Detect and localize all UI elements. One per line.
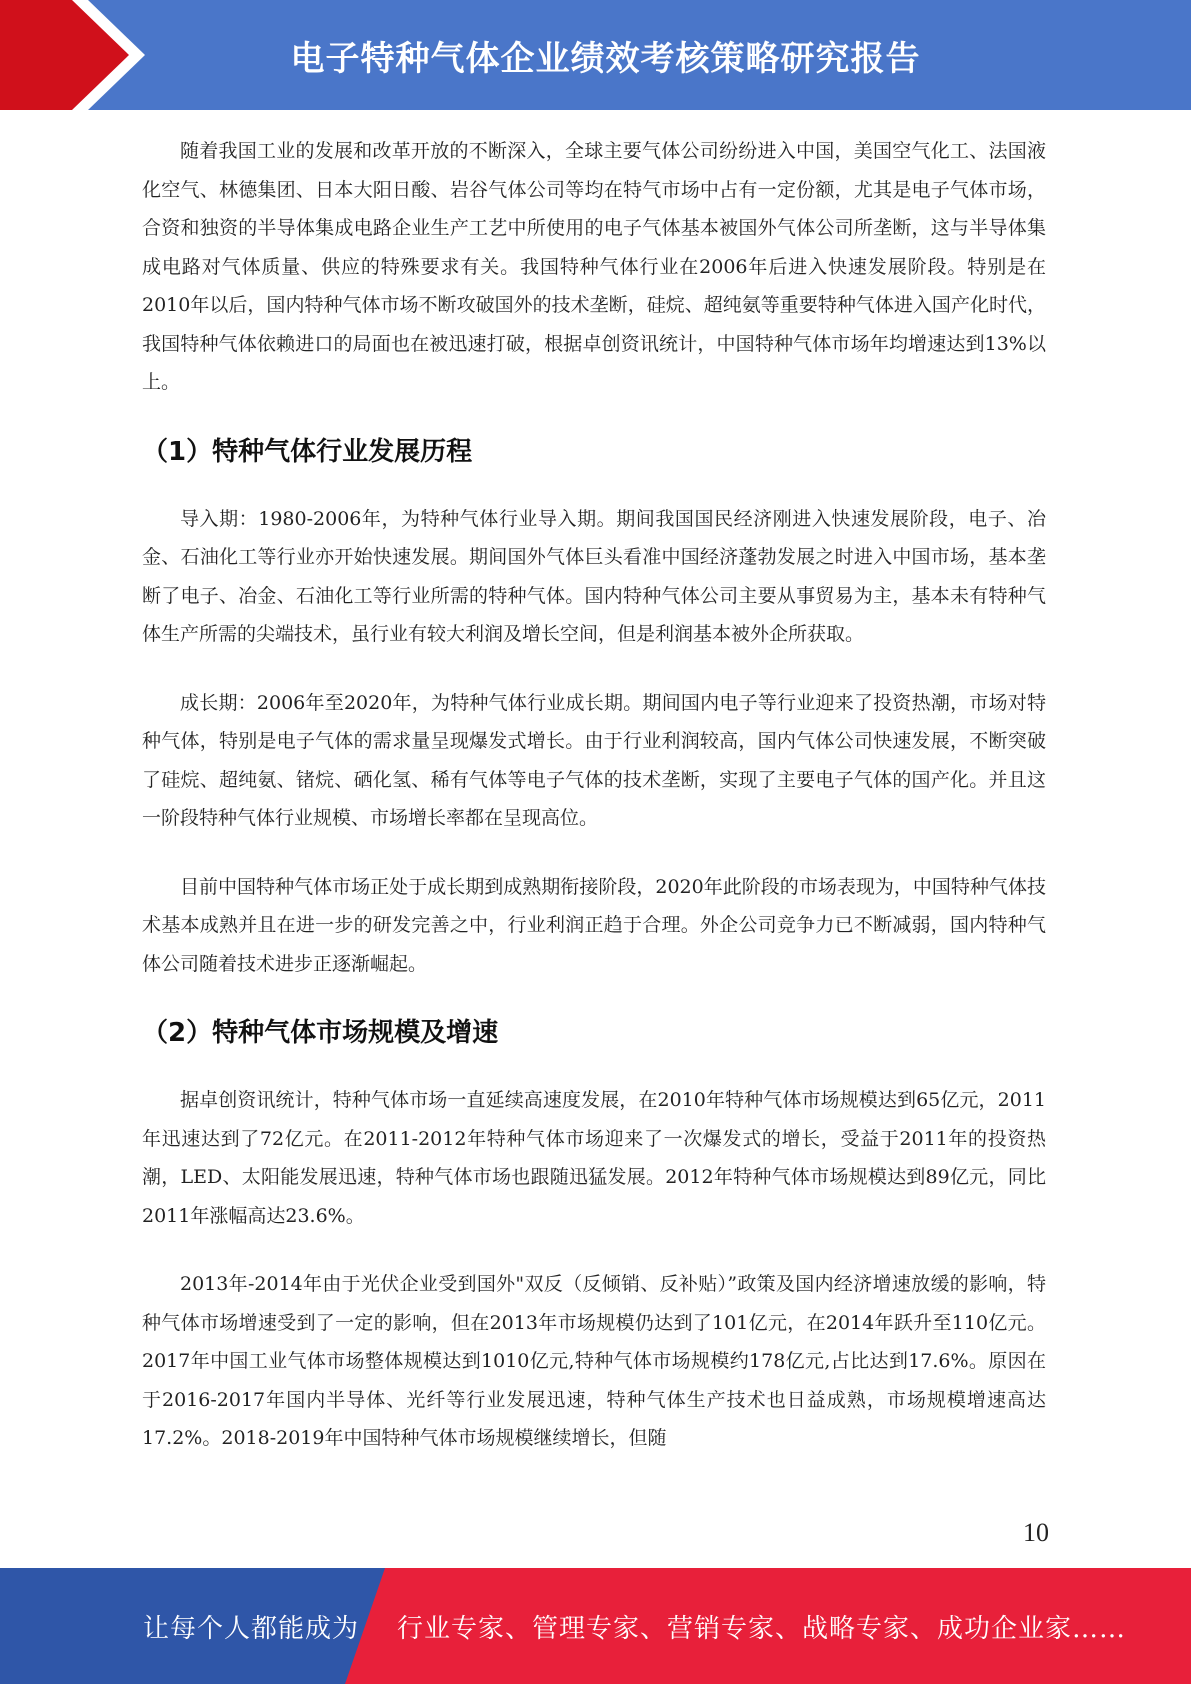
paragraph-growth-period: 成长期：2006年至2020年，为特种气体行业成长期。期间国内电子等行业迎来了投资热潮，市场对特种气体，特别是电子气体的需求量呈现爆发式增长。由于行业利润较高，国内气体公司快速发展，不断突破了硅烷、超纯氨、锗烷、硒化氢、稀有气体等电子气体的技术垄断，实现了主要电子气体的国产化。并且这一阶段特种气体行业规模、市场增长率都在呈现高位。: [142, 691, 1046, 829]
section-heading-history: （1）特种气体行业发展历程: [142, 436, 473, 467]
page-content: [142, 132, 1046, 1488]
footer-slogan-left: 让每个人都能成为: [143, 1613, 360, 1644]
page-footer: [0, 1568, 1191, 1684]
page-number: 10: [1023, 1518, 1049, 1547]
document-title: 电子特种气体企业绩效考核策略研究报告: [290, 38, 921, 79]
paragraph-market-2013-2019: 2013年-2014年由于光伏企业受到国外"双反（反倾销、反补贴）”政策及国内经济增速放缓的影响，特种气体市场增速受到了一定的影响，但在2013年市场规模仍达到了101亿元，在2014年跃升至110亿元。2017年中国工业气体市场整体规模达到1010亿元,特种气体市场规模约178亿元,占比达到17.6%。原因在于2016-2017年国内半导体、光纤等行业发展迅速，特种气体生产技术也日益成熟，市场规模增速高达17.2%。2018-2019年中国特种气体市场规模继续增长，但随: [142, 1273, 1046, 1449]
page-header: [0, 0, 1191, 110]
paragraph-current-stage: 目前中国特种气体市场正处于成长期到成熟期衔接阶段，2020年此阶段的市场表现为，中国特种气体技术基本成熟并且在进一步的研发完善之中，行业利润正趋于合理。外企公司竞争力已不断减弱，国内特种气体公司随着技术进步正逐渐崛起。: [142, 875, 1046, 975]
footer-slogan-right: 行业专家、管理专家、营销专家、战略专家、成功企业家……: [397, 1613, 1127, 1644]
paragraph-market-growth: 据卓创资讯统计，特种气体市场一直延续高速度发展，在2010年特种气体市场规模达到65亿元，2011年迅速达到了72亿元。在2011-2012年特种气体市场迎来了一次爆发式的增长，受益于2011年的投资热潮，LED、太阳能发展迅速，特种气体市场也跟随迅猛发展。2012年特种气体市场规模达到89亿元，同比2011年涨幅高达23.6%。: [142, 1089, 1046, 1227]
paragraph-introduction-period: 导入期：1980-2006年，为特种气体行业导入期。期间我国国民经济刚进入快速发展阶段，电子、冶金、石油化工等行业亦开始快速发展。期间国外气体巨头看准中国经济蓬勃发展之时进入中国市场，基本垄断了电子、冶金、石油化工等行业所需的特种气体。国内特种气体公司主要从事贸易为主，基本未有特种气体生产所需的尖端技术，虽行业有较大利润及增长空间，但是利润基本被外企所获取。: [142, 507, 1046, 645]
section-heading-market-size: （2）特种气体市场规模及增速: [142, 1018, 499, 1048]
intro-paragraph: 随着我国工业的发展和改革开放的不断深入，全球主要气体公司纷纷进入中国，美国空气化工、法国液化空气、林德集团、日本大阳日酸、岩谷气体公司等均在特气市场中占有一定份额，尤其是电子气体市场，合资和独资的半导体集成电路企业生产工艺中所使用的电子气体基本被国外气体公司所垄断，这与半导体集成电路对气体质量、供应的特殊要求有关。我国特种气体行业在2006年后进入快速发展阶段。特别是在2010年以后，国内特种气体市场不断攻破国外的技术垄断，硅烷、超纯氨等重要特种气体进入国产化时代，我国特种气体依赖进口的局面也在被迅速打破，根据卓创资讯统计，中国特种气体市场年均增速达到13%以上。: [142, 140, 1046, 393]
header-chevron-decoration: [0, 0, 150, 110]
